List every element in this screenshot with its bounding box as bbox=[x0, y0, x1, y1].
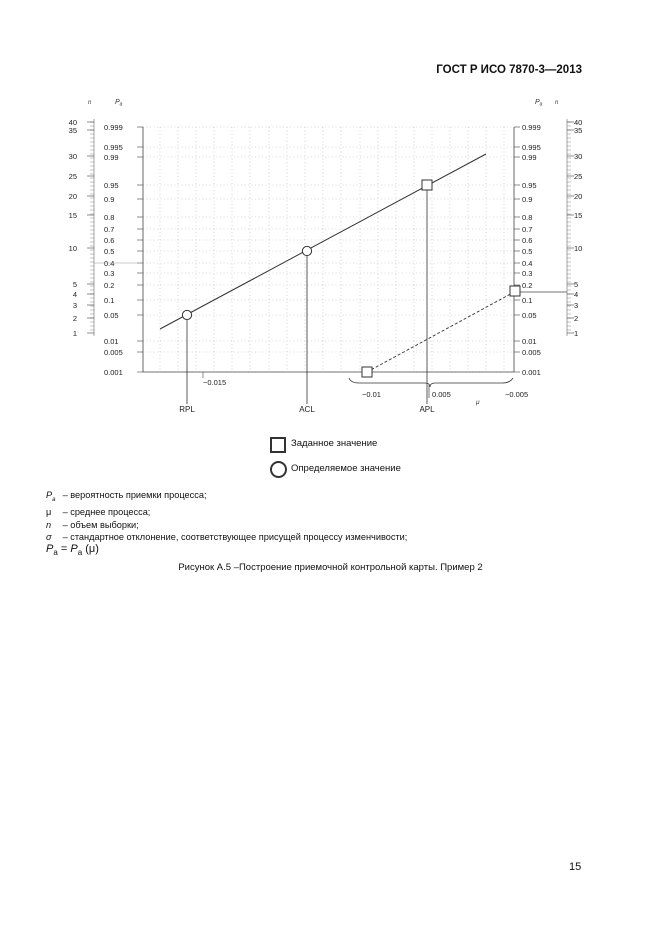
dashed-construction-line bbox=[367, 291, 516, 372]
left-probability-label: 0.95 bbox=[104, 181, 119, 190]
right-probability-label: 0.7 bbox=[522, 225, 533, 234]
left-n-label: 35 bbox=[68, 126, 77, 135]
left-probability-label: 0.5 bbox=[104, 247, 115, 256]
chart-grid bbox=[143, 127, 514, 372]
right-probability-label: 0.005 bbox=[522, 348, 541, 357]
right-probability-label: 0.95 bbox=[522, 181, 537, 190]
x-point-label: RPL bbox=[179, 405, 195, 414]
left-pa-header-sub: a bbox=[119, 101, 123, 108]
right-probability-label: 0.995 bbox=[522, 143, 541, 152]
left-probability-label: 0.001 bbox=[104, 368, 123, 377]
definition-symbol: $P_a$ bbox=[46, 490, 56, 503]
right-pa-header: $P_a$ bbox=[535, 99, 543, 108]
right-probability-label: 0.8 bbox=[522, 213, 533, 222]
definition-symbol: n bbox=[46, 519, 52, 530]
left-probability-label: 0.999 bbox=[104, 123, 123, 132]
mu-axis-label: μ bbox=[476, 399, 480, 406]
right-probability-label: 0.4 bbox=[522, 259, 533, 268]
right-n-label: 20 bbox=[574, 192, 583, 201]
definition-row bbox=[46, 506, 407, 518]
right-n-label: 5 bbox=[574, 280, 579, 289]
circle-data-point bbox=[302, 246, 311, 255]
symbol-definitions bbox=[46, 489, 407, 560]
definition-text: – стандартное отклонение, соответствующее присущей процессу изменчивости; bbox=[62, 532, 408, 543]
circle-data-point bbox=[182, 310, 191, 319]
axis-brace bbox=[349, 378, 513, 387]
left-n-label: 25 bbox=[68, 172, 77, 181]
left-probability-label: 0.3 bbox=[104, 269, 115, 278]
left-n-header: n bbox=[88, 100, 92, 106]
left-n-label: 3 bbox=[72, 301, 77, 310]
right-n-label: 10 bbox=[574, 244, 583, 253]
right-probability-label: 0.001 bbox=[522, 368, 541, 377]
chart-frame bbox=[90, 119, 571, 372]
right-probability-label: 0.99 bbox=[522, 153, 537, 162]
right-n-label: 2 bbox=[574, 314, 579, 323]
right-n-label: 40 bbox=[574, 118, 583, 127]
left-probability-label: 0.8 bbox=[104, 213, 115, 222]
x-tick-label: −0.005 bbox=[505, 390, 529, 399]
formula: $P_a = P_a$ (μ) bbox=[46, 543, 99, 558]
right-probability-label: 0.2 bbox=[522, 281, 533, 290]
definition-row bbox=[46, 519, 407, 531]
right-probability-label: 0.1 bbox=[522, 296, 533, 305]
square-data-point bbox=[362, 367, 372, 377]
definition-symbol: μ bbox=[46, 507, 52, 518]
square-marker-icon bbox=[270, 437, 286, 453]
right-n-label: 35 bbox=[574, 126, 583, 135]
square-data-point bbox=[422, 180, 432, 190]
left-probability-label: 0.9 bbox=[104, 195, 115, 204]
legend-determined-label: Определяемое значение bbox=[291, 463, 401, 474]
definition-text: – вероятность приемки процесса; bbox=[62, 490, 207, 500]
left-n-label: 4 bbox=[72, 290, 77, 299]
definition-row bbox=[46, 489, 407, 506]
left-probability-label: 0.1 bbox=[104, 296, 115, 305]
right-n-label: 15 bbox=[574, 211, 583, 220]
right-probability-label: 0.01 bbox=[522, 337, 537, 346]
definition-symbol: σ bbox=[46, 532, 52, 543]
left-probability-label: 0.005 bbox=[104, 348, 123, 357]
page-number: 15 bbox=[569, 861, 582, 873]
x-point-label: APL bbox=[419, 405, 435, 414]
left-n-label: 1 bbox=[72, 329, 77, 338]
definition-text: – среднее процесса; bbox=[62, 507, 151, 518]
right-n-label: 4 bbox=[574, 290, 579, 299]
x-point-label: ACL bbox=[299, 405, 315, 414]
right-probability-label: 0.999 bbox=[522, 123, 541, 132]
left-probability-label: 0.01 bbox=[104, 337, 119, 346]
left-probability-label: 0.99 bbox=[104, 153, 119, 162]
right-probability-label: 0.05 bbox=[522, 311, 537, 320]
left-n-label: 2 bbox=[72, 314, 77, 323]
right-n-header: n bbox=[555, 100, 559, 106]
left-n-label: 5 bbox=[72, 280, 77, 289]
left-n-label: 30 bbox=[68, 152, 77, 161]
definition-text: – объем выборки; bbox=[62, 519, 139, 530]
right-probability-label: 0.9 bbox=[522, 195, 533, 204]
right-n-label: 3 bbox=[574, 301, 579, 310]
chart-series bbox=[160, 154, 520, 414]
left-n-label: 40 bbox=[68, 118, 77, 127]
left-probability-label: 0.6 bbox=[104, 236, 115, 245]
right-probability-label: 0.6 bbox=[522, 236, 533, 245]
right-n-label: 30 bbox=[574, 152, 583, 161]
right-pa-header-sub: a bbox=[539, 101, 543, 108]
legend-specified-label: Заданное значение bbox=[291, 438, 378, 449]
left-n-label: 15 bbox=[68, 211, 77, 220]
left-n-label: 10 bbox=[68, 244, 77, 253]
left-probability-label: 0.4 bbox=[104, 259, 115, 268]
circle-marker-icon bbox=[270, 461, 287, 478]
left-probability-label: 0.995 bbox=[104, 143, 123, 152]
document-header: ГОСТ Р ИСО 7870-3—2013 bbox=[436, 64, 582, 76]
left-n-label: 20 bbox=[68, 192, 77, 201]
x-tick-label: 0.005 bbox=[432, 390, 451, 399]
chart-scales bbox=[69, 99, 583, 406]
right-n-label: 1 bbox=[574, 329, 579, 338]
left-probability-label: 0.05 bbox=[104, 311, 119, 320]
right-n-label: 25 bbox=[574, 172, 583, 181]
right-probability-label: 0.5 bbox=[522, 247, 533, 256]
square-data-point bbox=[510, 286, 520, 296]
acceptance-control-chart bbox=[0, 0, 661, 430]
right-probability-label: 0.3 bbox=[522, 269, 533, 278]
definition-row bbox=[46, 531, 407, 543]
x-tick-label: −0.015 bbox=[203, 378, 227, 387]
left-probability-label: 0.2 bbox=[104, 281, 115, 290]
x-tick-label: −0.01 bbox=[362, 390, 381, 399]
left-pa-header: $P_a$ bbox=[115, 99, 123, 108]
figure-caption: Рисунок А.5 –Построение приемочной контрольной карты. Пример 2 bbox=[178, 562, 483, 573]
left-probability-label: 0.7 bbox=[104, 225, 115, 234]
